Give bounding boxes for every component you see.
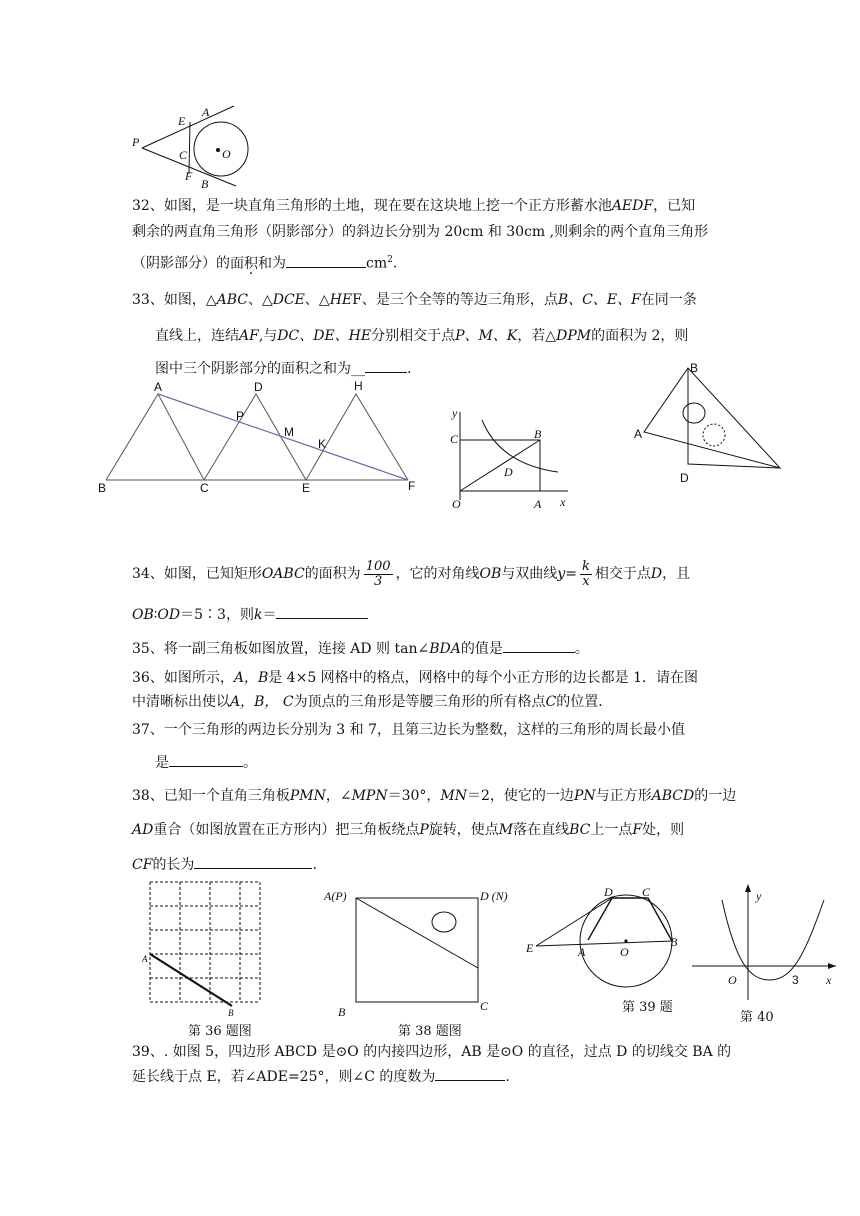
q36-line-1	[132, 670, 732, 686]
q32-line-1	[132, 198, 732, 214]
fig33-label-F: F	[408, 479, 416, 493]
text-span: 处，则	[642, 822, 685, 838]
fig35-set-squares	[632, 360, 792, 485]
fig33-label-E: E	[302, 481, 311, 495]
fig34-label-B: B	[534, 427, 542, 441]
fig33-label-P: P	[236, 409, 245, 423]
q38-answer-blank	[194, 856, 312, 869]
q39-line-2	[132, 1068, 732, 1085]
fig38-label-C: C	[480, 999, 489, 1013]
text-span: OD	[157, 607, 181, 623]
q37-line-1	[132, 722, 732, 738]
text-span: 上一点	[590, 822, 633, 838]
text-span: F、是三个全等的等边三角形，点	[352, 292, 558, 308]
text-span: 的面积为 2，则	[591, 328, 689, 344]
fig38-caption: 第 38 题图	[398, 1024, 462, 1039]
text-span: 37、一个三角形的两边长分别为 3 和 7，且第三边长为整数，这样的三角形的周长最小值	[132, 722, 685, 738]
text-span: OB	[479, 566, 502, 582]
fig31-label-C: C	[179, 148, 188, 162]
text-span: 3	[373, 573, 383, 589]
fig39-label-E: E	[526, 941, 534, 955]
text-span: AF	[239, 328, 259, 344]
text-span: HE	[329, 292, 353, 308]
text-span: 。	[574, 641, 589, 657]
text-span: .	[407, 361, 412, 377]
q39-line-1	[132, 1044, 732, 1060]
text-span: k	[253, 607, 263, 623]
text-span: __	[351, 361, 365, 377]
fig31-label-O: O	[222, 147, 231, 161]
text-span: ，它的对角线	[395, 566, 480, 582]
q34-line-2	[132, 606, 732, 623]
fig33-triangles	[98, 378, 428, 498]
text-span: 。	[243, 755, 257, 771]
fig31-label-B: B	[201, 177, 209, 191]
text-span: 是 4×5 网格中的格点，网格中的每个小正方形的边长都是 1．请在图	[268, 670, 699, 686]
text-span: k	[581, 558, 590, 574]
fig39-label-O: O	[620, 945, 629, 959]
fig33-label-M: M	[284, 425, 294, 439]
text-span: 的值是	[460, 641, 503, 657]
q33-line-2	[155, 328, 755, 344]
q35-line	[132, 640, 732, 657]
fig31-label-E: E	[178, 114, 186, 128]
text-span: AD	[132, 822, 154, 838]
text-span: 34、如图，已知矩形	[132, 566, 262, 582]
fig39-circle-quad	[524, 884, 684, 994]
text-span: 旋转，使点	[428, 822, 499, 838]
fig39-label-D: D	[604, 885, 613, 899]
text-span: x	[582, 573, 590, 589]
fig38-label-B: B	[338, 1005, 346, 1019]
text-span: .	[312, 857, 317, 873]
text-span: 重合（如图放置在正方形内）把三角板绕点	[153, 822, 420, 838]
text-span: P	[419, 822, 429, 838]
text-span: BC	[569, 822, 591, 838]
text-span: 在同一条	[640, 292, 697, 308]
fig40-caption: 第 40	[740, 1010, 774, 1025]
text-span: ＝30°，	[387, 788, 441, 804]
fig33-label-K: K	[318, 437, 327, 451]
fig39-label-A: A	[578, 945, 586, 959]
q33-line-1	[132, 292, 732, 308]
fig35-label-D: D	[680, 471, 689, 485]
text-span: 2	[387, 255, 393, 265]
text-span: 的一边	[694, 788, 737, 804]
fig34-rectangle-hyperbola	[448, 408, 573, 510]
text-span: MPN	[351, 788, 388, 804]
text-span: 、△	[304, 292, 330, 308]
fig34-label-A: A	[534, 497, 542, 511]
q39-answer-blank	[435, 1068, 505, 1081]
fig34-label-x: x	[560, 495, 566, 509]
fig34-label-D: D	[504, 465, 513, 479]
text-span: ∶	[153, 607, 158, 623]
text-span: DPM	[556, 328, 592, 344]
fig36-grid	[140, 880, 265, 1020]
text-span: 35、将一副三角板如图放置，连接 AD 则 tan	[132, 641, 418, 657]
fig38-label-AP: A(P)	[324, 889, 347, 903]
text-span: 为顶点的三角形是等腰三角形的所有格点	[293, 694, 546, 710]
text-span: C	[545, 694, 557, 710]
fig31-label-F: F	[185, 169, 193, 183]
q32-answer-blank	[286, 255, 366, 268]
text-span: 分别相交于点	[371, 328, 456, 344]
fig31-tangent-circle	[128, 104, 258, 194]
text-span: 32、如图，是一块直角三角形的土地，现在要在这块地上挖一个正方形蓄水池	[132, 198, 612, 214]
q36-line-2	[132, 694, 732, 710]
fig40-label-x: x	[826, 973, 832, 987]
text-span: 33、如图，△	[132, 292, 217, 308]
text-span: PMN	[289, 788, 326, 804]
text-span: ，已知	[653, 198, 696, 214]
text-span: 剩余的两直角三角形（阴影部分）的斜边长分别为 20cm 和 30cm ,则剩余的两个直角三角形	[132, 224, 709, 240]
q38-line-2	[132, 822, 732, 838]
answer-blank	[365, 360, 407, 373]
text-span: ，∠	[325, 788, 352, 804]
fig33-label-A: A	[154, 380, 163, 394]
fig39-caption: 第 39 题	[622, 1000, 673, 1015]
fig40-label-y: y	[756, 889, 762, 903]
text-span: 36、如图所示，	[132, 670, 234, 686]
text-span: 与正方形	[595, 788, 652, 804]
fig40-parabola	[688, 880, 848, 1005]
text-span: ABCD	[651, 788, 695, 804]
fig38-square	[320, 884, 520, 1019]
text-span: 与双曲线	[501, 566, 558, 582]
fig36-label-B: B	[228, 1008, 234, 1018]
fig31-label-A: A	[202, 105, 210, 119]
fig40-label-O: O	[728, 973, 737, 987]
text-span: ，若△	[517, 328, 557, 344]
text-span: 相交于点	[594, 566, 651, 582]
text-span: A，B， C	[230, 694, 294, 710]
text-span: （阴影部分）的	[132, 255, 230, 272]
text-span: ,与	[258, 328, 278, 344]
text-span: F	[632, 822, 643, 838]
text-span: D	[650, 566, 663, 582]
text-span: cm	[366, 255, 388, 272]
text-span: ，且	[662, 566, 691, 582]
q35-answer-blank	[503, 640, 575, 653]
text-span: DCE	[272, 292, 305, 308]
fig35-label-B: B	[690, 361, 699, 375]
fig34-label-y: y	[452, 406, 458, 420]
text-span: ＝	[262, 607, 277, 623]
fig36-label-A: A	[142, 954, 148, 964]
text-span: OB	[132, 607, 154, 623]
text-span: 、△	[247, 292, 273, 308]
fig36-caption: 第 36 题图	[188, 1024, 252, 1039]
fig31-label-P: P	[132, 135, 140, 149]
text-span: PN	[573, 788, 596, 804]
text-span: P、M、K	[455, 328, 518, 344]
text-span: 38、已知一个直角三角板	[132, 788, 290, 804]
text-span: A，B	[233, 670, 269, 686]
fig39-label-C: C	[642, 885, 651, 899]
q34-line-1	[132, 556, 732, 592]
q37-answer-blank	[169, 754, 243, 767]
text-span: OABC	[261, 566, 305, 582]
text-span: 中清晰标出使以	[132, 694, 230, 710]
text-span: .	[505, 1069, 510, 1085]
text-span: ＝5∶3，则	[180, 607, 254, 623]
text-span: 是	[155, 755, 169, 771]
fig34-label-C: C	[450, 432, 459, 446]
text-span: 的位置．	[556, 694, 613, 710]
fig34-label-O: O	[452, 497, 461, 511]
fig40-label-3: 3	[792, 973, 799, 987]
text-span: 的面积为	[304, 566, 361, 582]
text-span: 100	[365, 558, 391, 574]
fig38-label-DN: D (N)	[480, 889, 508, 903]
text-span: MN	[440, 788, 468, 804]
fig33-label-D: D	[254, 380, 263, 394]
text-span: B、C、E、F	[557, 292, 641, 308]
text-span: AEDF	[611, 198, 654, 214]
q38-line-1	[132, 788, 737, 804]
text-span: 为	[272, 255, 286, 272]
fig33-label-H: H	[354, 379, 363, 393]
text-span: .	[392, 255, 398, 272]
q37-line-2	[155, 754, 755, 771]
q34-answer-blank	[276, 606, 368, 619]
text-span: DC、DE、HE	[277, 328, 372, 344]
fig33-label-C: C	[200, 481, 209, 495]
text-span: M	[498, 822, 514, 838]
text-span: 图中三个阴影部分的面积之和为	[155, 361, 351, 377]
text-span: 面积和	[230, 255, 272, 272]
text-span: ABC	[216, 292, 248, 308]
text-span: =	[565, 566, 577, 582]
text-span: CF	[132, 857, 153, 873]
fig33-label-B: B	[98, 481, 107, 495]
fig35-label-A: A	[634, 427, 643, 441]
q32-line-3	[132, 252, 732, 272]
text-span: 延长线于点 E，若∠ADE=25°，则∠C 的度数为	[132, 1069, 436, 1085]
text-span: ∠BDA	[417, 641, 461, 657]
q38-line-3	[132, 856, 732, 873]
text-span: y	[557, 566, 566, 582]
text-span: ＝2，使它的一边	[467, 788, 574, 804]
fig39-label-B: B	[670, 935, 678, 949]
q32-line-2	[132, 224, 732, 240]
text-span: 39、. 如图 5，四边形 ABCD 是⊙O 的内接四边形，AB 是⊙O 的直径，过点 D 的切线交 BA 的	[132, 1044, 732, 1060]
text-span: 的长为	[152, 857, 195, 873]
text-span: 落在直线	[513, 822, 570, 838]
text-span: 直线上，连结	[155, 328, 239, 344]
